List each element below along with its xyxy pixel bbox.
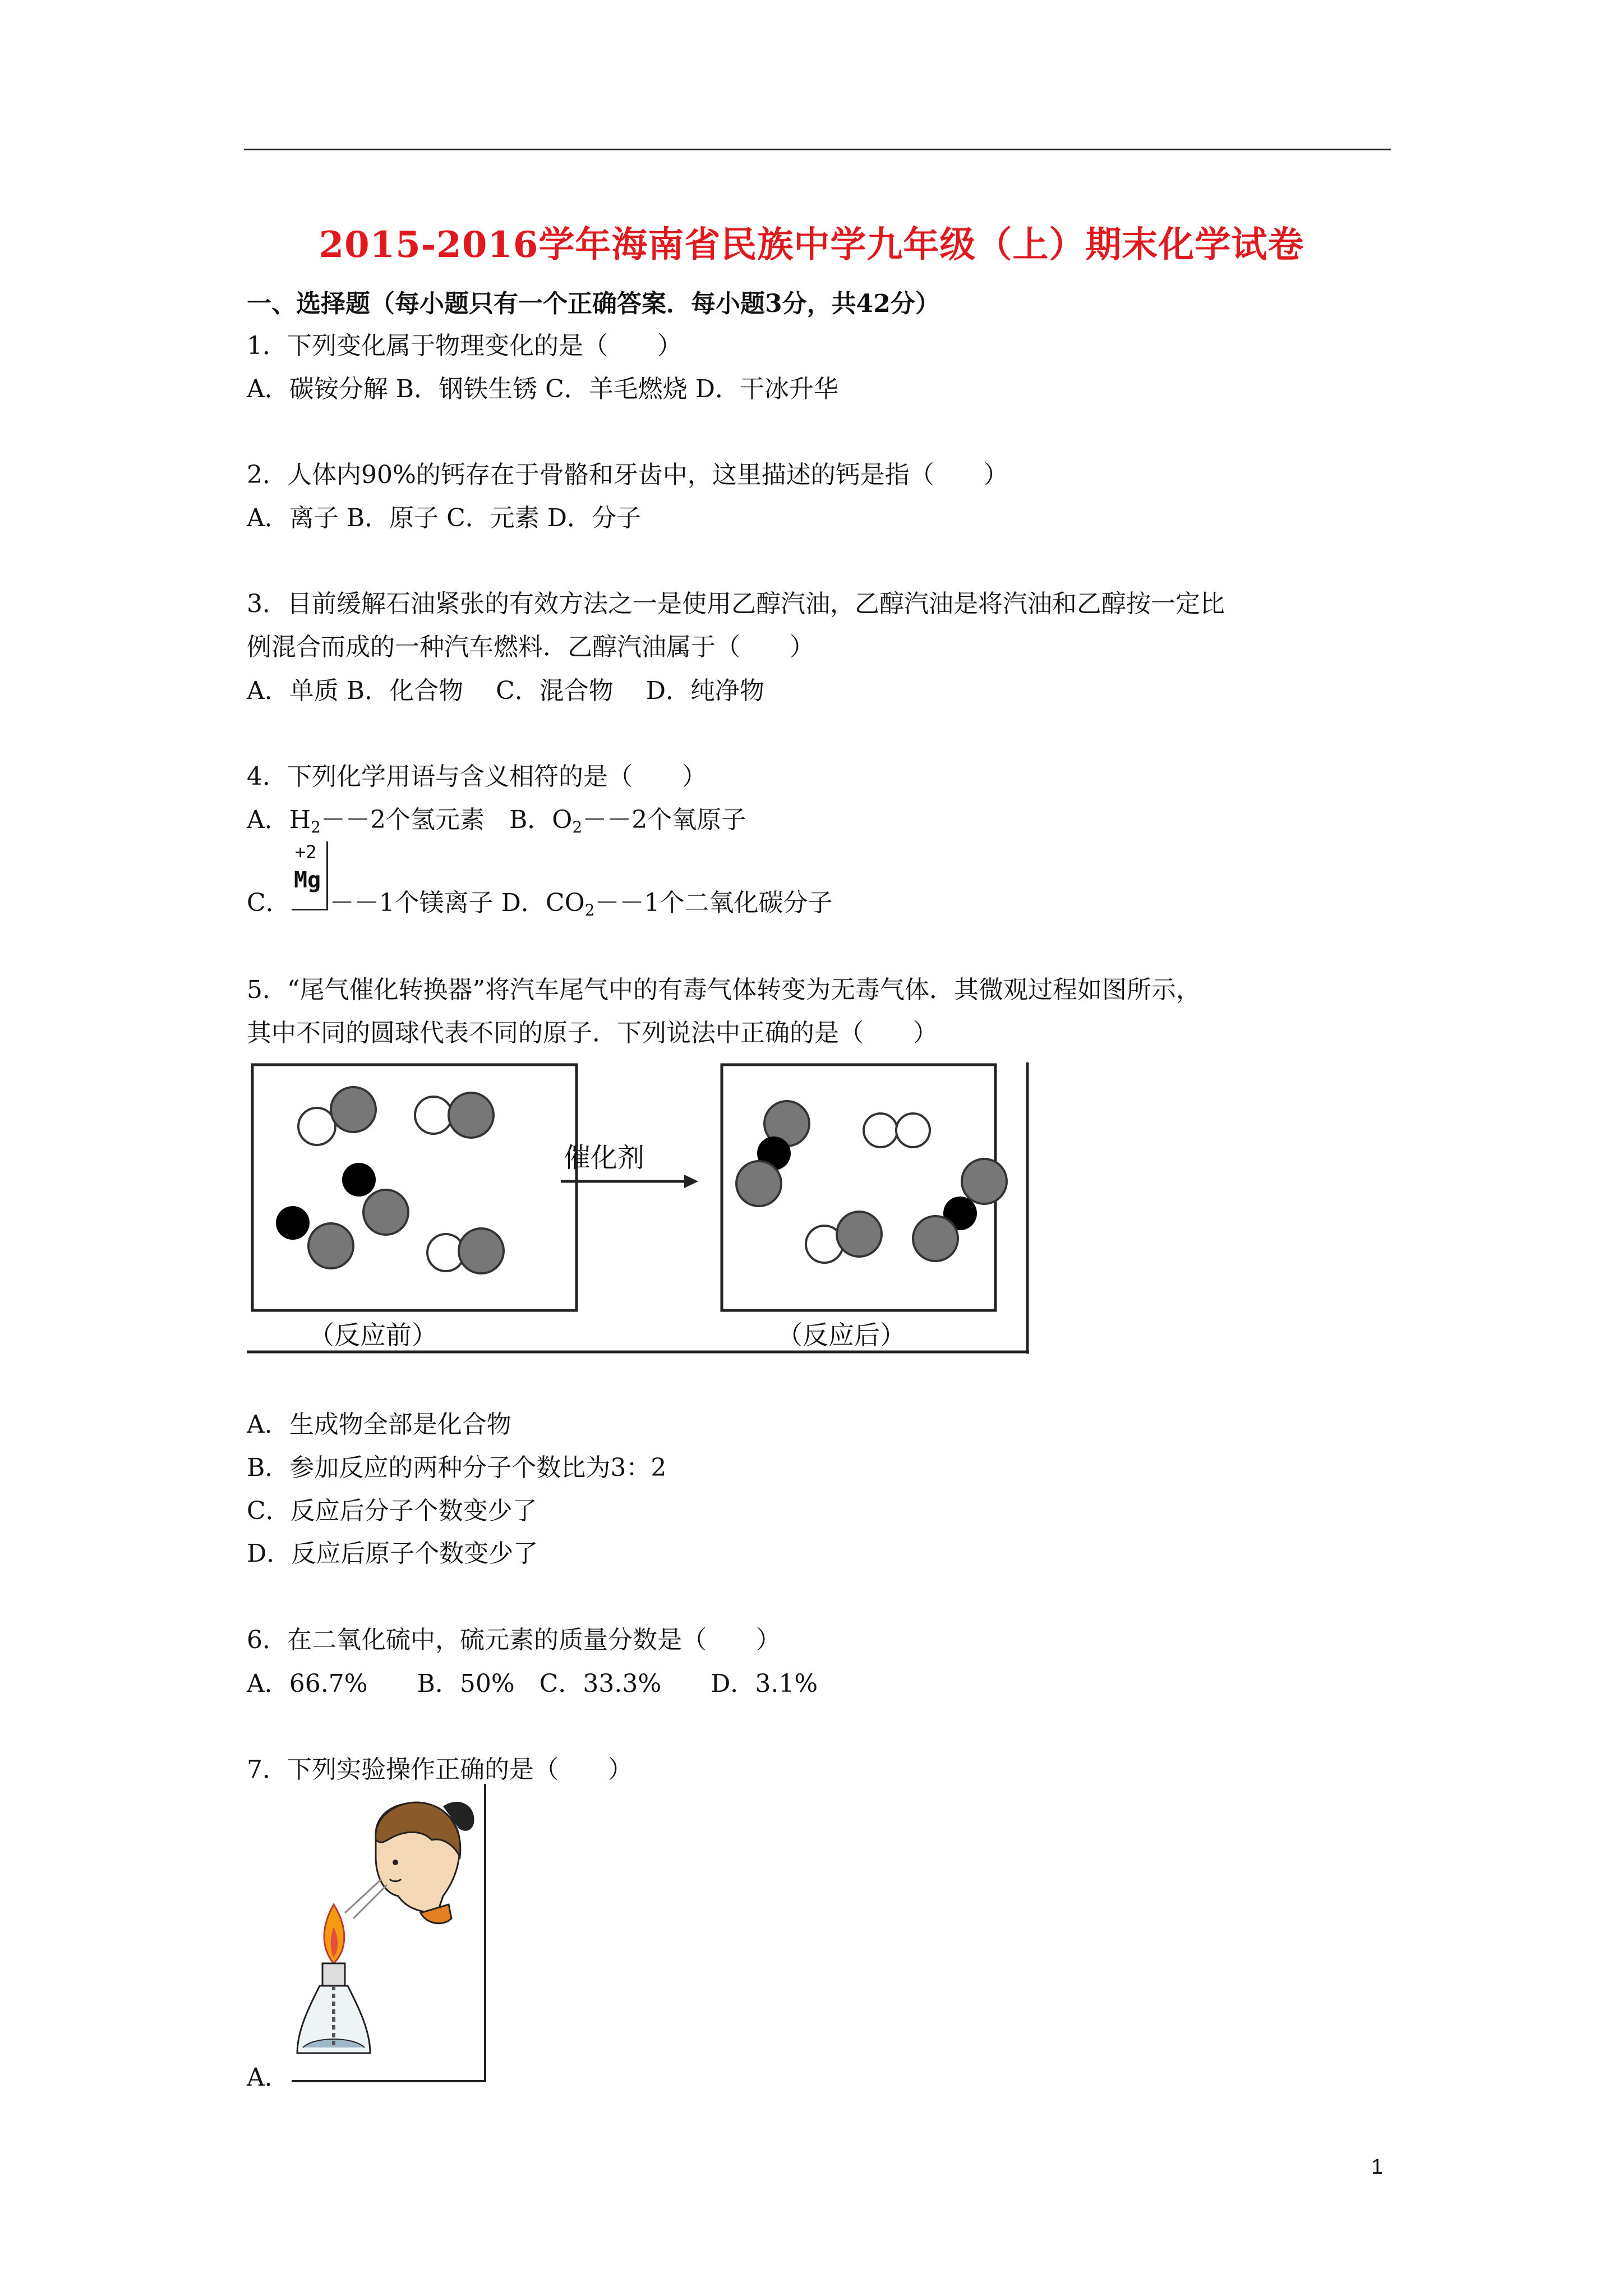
mg-frame-bottom bbox=[292, 909, 328, 910]
alcohol-lamp-icon bbox=[297, 1963, 370, 2053]
option-a-prefix: A．H bbox=[247, 806, 311, 834]
section-heading: 一、选择题（每小题只有一个正确答案．每小题3分，共42分） bbox=[247, 289, 940, 318]
catalyst-label: 催化剂 bbox=[564, 1142, 645, 1174]
question-5-option-c: C．反应后分子个数变少了 bbox=[247, 1497, 537, 1525]
option-c-prefix: C． bbox=[247, 889, 291, 917]
option-b-subscript: 2 bbox=[572, 818, 583, 836]
question-5-option-b: B．参加反应的两种分子个数比为3：2 bbox=[247, 1453, 667, 1482]
option-d-text: －－1个二氧化碳分子 bbox=[594, 889, 833, 917]
question-5-stem-line2: 其中不同的圆球代表不同的原子．下列说法中正确的是（ ） bbox=[247, 1019, 938, 1047]
mg-valence-figure bbox=[292, 841, 331, 912]
question-6-stem: 6．在二氧化硫中，硫元素的质量分数是（ ） bbox=[247, 1626, 781, 1654]
question-7-option-a-label: A． bbox=[247, 2063, 289, 2092]
option-c-text: －－1个镁离子 D．CO bbox=[329, 889, 585, 917]
after-molecules bbox=[736, 1101, 1007, 1263]
question-3-stem-line2: 例混合而成的一种汽车燃料．乙醇汽油属于（ ） bbox=[247, 633, 814, 661]
question-2-options: A．离子 B．原子 C．元素 D．分子 bbox=[247, 504, 642, 532]
option-b-text: －－2个氧原子 bbox=[582, 806, 746, 834]
option-d-subscript: 2 bbox=[584, 901, 595, 919]
question-2-stem: 2．人体内90%的钙存在于骨骼和牙齿中，这里描述的钙是指（ ） bbox=[247, 461, 1008, 489]
after-label: （反应后） bbox=[777, 1320, 906, 1350]
question-5-option-a: A．生成物全部是化合物 bbox=[247, 1410, 511, 1439]
before-molecules bbox=[276, 1087, 504, 1273]
question-3-options: A．单质 B．化合物 C．混合物 D．纯净物 bbox=[247, 677, 765, 705]
question-3-stem-line1: 3．目前缓解石油紧张的有效方法之一是使用乙醇汽油，乙醇汽油是将汽油和乙醇按一定比 bbox=[247, 590, 1225, 618]
exam-title: 2015-2016学年海南省民族中学九年级（上）期末化学试卷 bbox=[319, 224, 1304, 266]
option-a-text: －－2个氢元素 B．O bbox=[320, 806, 573, 834]
question-6-options: A．66.7% B．50% C．33.3% D．3.1% bbox=[247, 1669, 818, 1698]
before-box bbox=[252, 1065, 577, 1310]
question-1-options: A．碳铵分解 B．钢铁生锈 C．羊毛燃烧 D．干冰升华 bbox=[247, 375, 839, 403]
question-4-stem: 4．下列化学用语与含义相符的是（ ） bbox=[247, 762, 707, 791]
blowing-out-lamp-illustration bbox=[292, 1784, 494, 2087]
option-a-subscript: 2 bbox=[311, 818, 321, 836]
mg-charge: +2 bbox=[295, 841, 317, 863]
reaction-diagram bbox=[247, 1053, 1032, 1356]
header-rule bbox=[244, 149, 1391, 150]
page-number: 1 bbox=[1371, 2155, 1384, 2179]
question-4-options-cd bbox=[247, 891, 833, 918]
question-4-options-ab bbox=[247, 808, 746, 835]
question-5-option-d: D．反应后原子个数变少了 bbox=[247, 1539, 538, 1568]
girl-head-icon bbox=[376, 1802, 474, 1924]
arrow-head bbox=[684, 1175, 698, 1188]
before-label: （反应前） bbox=[308, 1320, 437, 1350]
mg-frame-right bbox=[326, 841, 328, 910]
question-5-stem-line1: 5．“尾气催化转换器”将汽车尾气中的有毒气体转变为无毒气体．其微观过程如图所示， bbox=[247, 976, 1201, 1004]
question-7-stem: 7．下列实验操作正确的是（ ） bbox=[247, 1755, 633, 1784]
question-1-stem: 1．下列变化属于物理变化的是（ ） bbox=[247, 332, 682, 360]
mg-symbol: Mg bbox=[294, 867, 321, 893]
